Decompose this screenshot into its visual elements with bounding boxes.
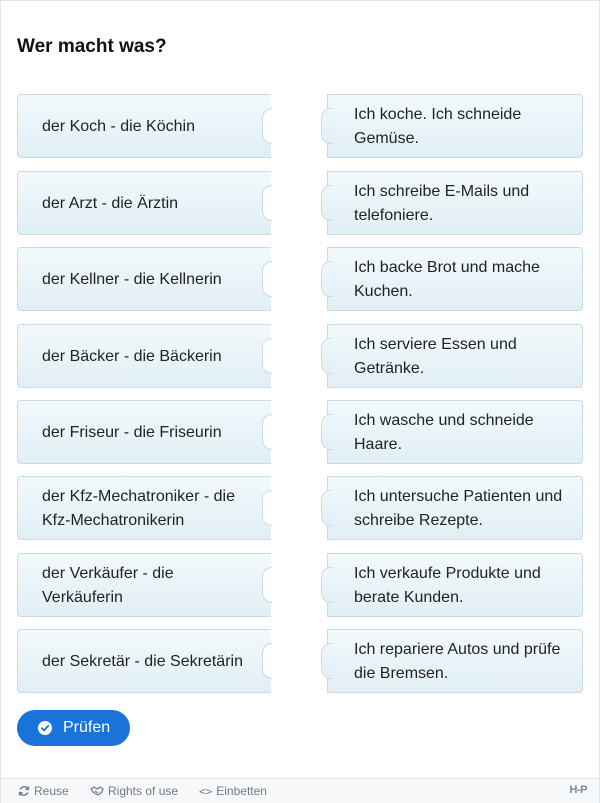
drop-notch[interactable] <box>262 108 272 144</box>
reuse-label: Reuse <box>34 784 69 798</box>
footer-bar <box>1 778 599 803</box>
connector-cover <box>328 644 334 678</box>
connector-cover <box>328 339 334 373</box>
sentence-text: Ich untersuche Patienten und schreibe Rezepte. <box>354 488 563 529</box>
drop-notch[interactable] <box>262 185 272 221</box>
draggable-sentence[interactable] <box>327 247 583 311</box>
term-tile <box>17 629 271 693</box>
rights-of-use-link[interactable] <box>90 784 178 798</box>
term-tile <box>17 247 271 311</box>
drop-notch[interactable] <box>262 261 272 297</box>
reuse-link[interactable] <box>18 784 69 798</box>
h5p-logo[interactable]: H‑P <box>569 784 587 796</box>
term-text: der Bäcker - die Bäckerin <box>42 348 222 365</box>
drop-notch[interactable] <box>262 643 272 679</box>
connector-cover <box>328 491 334 525</box>
term-text: der Arzt - die Ärztin <box>42 195 179 212</box>
sentence-text: Ich backe Brot und mache Kuchen. <box>354 259 540 300</box>
check-button[interactable] <box>17 710 130 746</box>
sentence-text: Ich repariere Autos und prüfe die Bremsen. <box>354 641 561 682</box>
draggable-sentence[interactable] <box>327 324 583 388</box>
drop-notch[interactable] <box>262 567 272 603</box>
connector-cover <box>328 109 334 143</box>
code-icon: <> <box>199 784 213 798</box>
pair-row <box>17 171 583 237</box>
term-tile <box>17 400 271 464</box>
draggable-sentence[interactable] <box>327 553 583 617</box>
term-text: der Friseur - die Friseurin <box>42 424 222 441</box>
drop-notch[interactable] <box>262 490 272 526</box>
term-tile <box>17 553 271 617</box>
term-tile <box>17 476 271 540</box>
connector-cover <box>328 186 334 220</box>
sentence-text: Ich verkaufe Produkte und berate Kunden. <box>354 565 541 606</box>
term-text: der Verkäufer - die Verkäuferin <box>42 565 174 606</box>
pair-row <box>17 247 583 313</box>
pair-row <box>17 629 583 695</box>
pair-row <box>17 400 583 466</box>
check-button-label: Prüfen <box>63 719 111 736</box>
term-text: der Koch - die Köchin <box>42 118 195 135</box>
pair-row <box>17 476 583 542</box>
pair-row <box>17 94 583 160</box>
connector-cover <box>328 568 334 602</box>
term-tile <box>17 171 271 235</box>
rights-of-use-label: Rights of use <box>108 784 179 798</box>
pair-row <box>17 553 583 619</box>
term-text: der Kellner - die Kellnerin <box>42 271 222 288</box>
handshake-icon <box>90 785 104 797</box>
connector-cover <box>328 262 334 296</box>
draggable-sentence[interactable] <box>327 94 583 158</box>
sentence-text: Ich schreibe E-Mails und telefoniere. <box>354 183 530 224</box>
embed-label: Einbetten <box>216 784 267 798</box>
drop-notch[interactable] <box>262 338 272 374</box>
draggable-sentence[interactable] <box>327 476 583 540</box>
embed-link[interactable] <box>199 784 267 798</box>
drop-notch[interactable] <box>262 414 272 450</box>
sentence-text: Ich wasche und schneide Haare. <box>354 412 534 453</box>
term-tile <box>17 94 271 158</box>
check-circle-icon <box>38 721 52 735</box>
sentence-text: Ich koche. Ich schneide Gemüse. <box>354 106 522 147</box>
connector-cover <box>328 415 334 449</box>
sentence-text: Ich serviere Essen und Getränke. <box>354 336 517 377</box>
draggable-sentence[interactable] <box>327 171 583 235</box>
term-text: der Kfz-Mechatroniker - die Kfz-Mechatronikerin <box>42 488 235 529</box>
draggable-sentence[interactable] <box>327 400 583 464</box>
term-text: der Sekretär - die Sekretärin <box>42 653 243 670</box>
reuse-icon <box>18 785 30 797</box>
task-title: Wer macht was? <box>17 36 167 57</box>
draggable-sentence[interactable] <box>327 629 583 693</box>
pair-row <box>17 324 583 390</box>
term-tile <box>17 324 271 388</box>
